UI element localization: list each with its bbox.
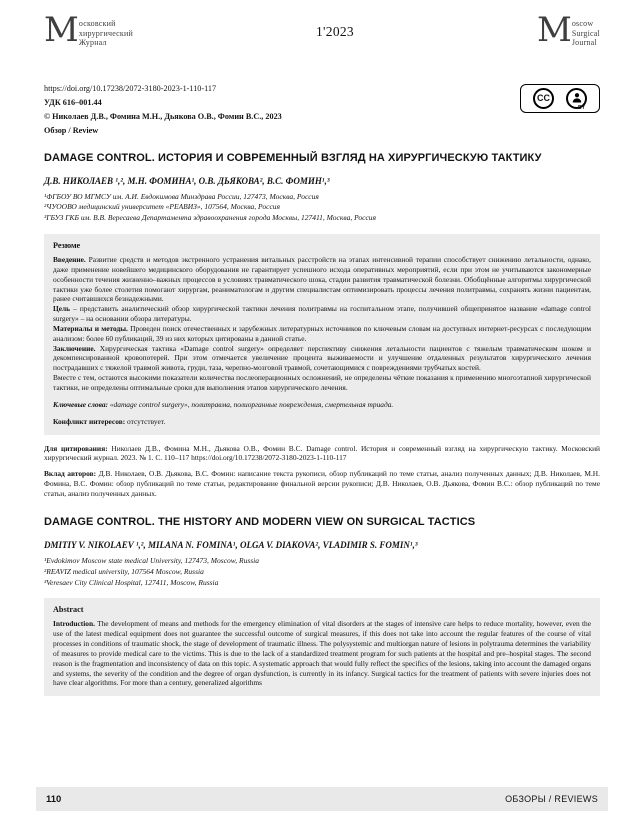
affiliations-ru	[44, 192, 600, 225]
paragraph-text: Развитие средств и методов экстренного устранения витальных расстройств на этапах интенсивной терапии способствует снижению летальности, однако, даже применение новейшего медицинского оборудования не гарантирует успешного исхода оперативных мероприятий, если при этом не учитываются закономерные особенности течения жизненно–важных процессов в условиях травматического шока, стадии развития травматической болезни. Обобщённые алгоритмы хирургической тактики уже более столетия помогают хирургам, реаниматологам и другим специалистам оптимизировать процессы лечения политравмы, сохранять жизни пациентам, ранее считавшихся безнадежными.	[53, 255, 591, 304]
abstract-en	[44, 598, 600, 696]
journal-logo-ru-line3: Журнал	[78, 38, 107, 47]
article-meta	[44, 84, 600, 135]
doi-link[interactable]: https://doi.org/10.17238/2072-3180-2023-1-110-117	[44, 83, 217, 93]
abstract-ru-paragraph-goal	[53, 304, 591, 324]
journal-logo-en-text	[572, 16, 600, 48]
affiliation-ru-2: ²ЧУООВО медицинский университет «РЕАВИЗ», 107564, Москва, Россия	[44, 202, 281, 212]
paragraph-text: Вместе с тем, остаются высокими показатели количества послеоперационных осложнений, не определены чёткие показания к применению многоэтапной хирургической тактики, не определены оптимальные сроки для выполнения этапов хирургического лечения.	[53, 373, 591, 392]
affiliation-en-1: ¹Evdokimov Moscow state medical University, 127473, Moscow, Russia	[44, 555, 259, 565]
abstract-ru-paragraph-additional	[53, 373, 591, 393]
journal-logo-en-line3: Journal	[571, 38, 597, 47]
affiliation-ru-1: ¹ФГБОУ ВО МГМСУ им. А.И. Евдокимова Минздрава России, 127473, Москва, Россия	[44, 191, 319, 201]
contribution-text: Д.В. Николаев, О.В. Дьякова, В.С. Фомин: написание текста рукописи, обзор публикаций по теме статьи, анализ полученных данных; Д.В. Николаев, М.Н. Фомина, В.С. Фомин: обзор публикаций по теме статьи, редактирование финальной версии рукописи; Д.В. Николаев, О.В. Дьякова, Фомин В.С.: обзор публикаций по теме статьи, анализ полученных данных.	[44, 469, 600, 498]
keywords-text: «damage control surgery», политравма, полиорганные повреждения, смертельная триада.	[109, 399, 394, 409]
affiliation-en-2: ²REAVIZ medical university, 107564 Moscow, Russia	[44, 566, 204, 576]
author-contribution-block	[44, 469, 600, 499]
journal-logo-ru	[44, 10, 133, 50]
journal-logo-en-line2: Surgical	[571, 28, 600, 38]
citation-label: Для цитирования:	[44, 443, 108, 453]
journal-logo-ru-line1: осковский	[78, 19, 116, 28]
conflict-of-interest	[53, 417, 591, 427]
paragraph-text: Проведен поиск отечественных и зарубежных литературных источников по ключевым словам на доступных интернет-ресурсах с последующим анализом: более 60 публикаций, 39 из них которых цитированы в данной статье.	[53, 323, 591, 343]
abstract-ru-paragraph-conclusion	[53, 344, 591, 374]
article-title-ru: DAMAGE CONTROL. ИСТОРИЯ И СОВРЕМЕННЫЙ ВЗГЛЯД НА ХИРУРГИЧЕСКУЮ ТАКТИКУ	[44, 151, 542, 164]
journal-logo-ru-text	[79, 16, 133, 48]
udk-code: УДК 616–001.44	[44, 97, 102, 107]
issue-number: 1'2023	[316, 24, 354, 39]
review-label: Обзор / Review	[44, 125, 99, 135]
paragraph-text: Хирургическая тактика «Damage control surgery» определяет перспективу снижения летальности пациентов с тяжелым травматическим шоком и декомпенсированной кровопотерей. При этом отмечается увеличение процента выживаемости и улучшение отдаленных результатов хирургического лечения пострадавших с тяжелой травмой живота, груди, таза, черепно-мозговой травмой, сочетающимися с повреждениями трубчатых костей.	[53, 343, 591, 373]
paragraph-lead: Введение.	[53, 255, 86, 265]
affiliations-en	[44, 556, 600, 589]
keywords-label: Ключевые слова:	[53, 399, 108, 409]
paragraph-text: – представить аналитический обзор хирургической тактики лечения политравмы на госпитальном этапе, получившей общепринятое название «damage control surgery» – на основании обзора литературы.	[53, 304, 591, 324]
abstract-ru	[44, 234, 600, 434]
abstract-en-paragraph-introduction	[53, 619, 591, 688]
paragraph-lead: Introduction.	[53, 619, 95, 629]
citation-text: Николаев Д.В., Фомина М.Н., Дьякова О.В., Фомин В.С. Damage control. История и современный взгляд на хирургическую тактику. Московский хирургический журнал. 2023. № 1. С. 110–117 https://doi.org/10.17238/2072-3180-2023-1-110-117	[44, 443, 600, 463]
copyright-line: © Николаев Д.В., Фомина М.Н., Дьякова О.В., Фомин В.С., 2023	[44, 111, 282, 121]
paragraph-text: The development of means and methods for the emergency elimination of vital disorders at the stages of intensive care helps to reduce mortality, however, even the use of the latest medical equipment does not guarantee the successful outcome of surgical measures, if this does not take into account the regular features of the course of vital processes in conditions of traumatic shock, the stage of development of traumatic illness. The polysystemic and multiorgan nature of lesions in polytrauma determines the variability of measures to provide medical care to the victims. This is due to the lack of a standardized treatment program for such patients at the hospital and pre–hospital stages. The second reason is the fragmentation and inconsistency of data on this topic. A systematic approach that would fully reflect the specifics of the lesions, taking into account the damaged organs and systems, the severity of the condition and the degree of organ dysfunction, is currently in its infancy. Surgical tactics for the treatment of patients with severe injuries does not have clear algorithms. For more than a century, generalized algorithms	[53, 619, 591, 688]
article-title-en: DAMAGE CONTROL. THE HISTORY AND MODERN VIEW ON SURGICAL TACTICS	[44, 515, 476, 528]
authors-en: DMITIY V. NIKOLAEV ¹,², MILANA N. FOMINA¹, OLGA V. DIAKOVA², VLADIMIR S. FOMIN¹,³	[44, 539, 418, 550]
contribution-label: Вклад авторов:	[44, 469, 97, 479]
journal-logo-en	[537, 10, 600, 50]
journal-logo-en-initial: M	[537, 10, 572, 50]
section-label: ОБЗОРЫ / REVIEWS	[505, 794, 598, 804]
citation-block	[44, 444, 600, 464]
page-footer	[36, 787, 608, 811]
cc-by-label: BY	[578, 104, 585, 111]
journal-logo-en-line1: oscow	[571, 19, 594, 28]
journal-logo-ru-initial: М	[44, 10, 79, 50]
cc-icon: CC	[533, 88, 554, 109]
abstract-heading-en: Abstract	[53, 605, 84, 615]
keywords-ru	[53, 400, 591, 410]
abstract-ru-paragraph-methods	[53, 324, 591, 344]
conflict-label: Конфликт интересов:	[53, 416, 126, 426]
journal-logo-ru-line2: хирургический	[78, 28, 133, 38]
paragraph-lead: Цель	[53, 304, 71, 314]
cc-by-license-badge[interactable]	[520, 84, 600, 113]
abstract-ru-paragraph-introduction	[53, 255, 591, 304]
conflict-text: отсутствует.	[127, 416, 166, 426]
abstract-heading-ru: Резюме	[53, 241, 81, 251]
paragraph-lead: Заключение.	[53, 343, 96, 353]
authors-ru: Д.В. НИКОЛАЕВ ¹,², М.Н. ФОМИНА¹, О.В. ДЬЯКОВА², В.С. ФОМИН¹,³	[44, 175, 330, 186]
page-number: 110	[46, 793, 62, 805]
affiliation-en-3: ³Veresaev City Clinical Hospital, 127411, Moscow, Russia	[44, 577, 219, 587]
affiliation-ru-3: ³ГБУЗ ГКБ им. В.В. Вересаева Департамента здравоохранения города Москвы, 127411, Москва, Россия	[44, 213, 377, 223]
masthead	[44, 10, 600, 50]
paragraph-lead: Материалы и методы.	[53, 323, 128, 333]
